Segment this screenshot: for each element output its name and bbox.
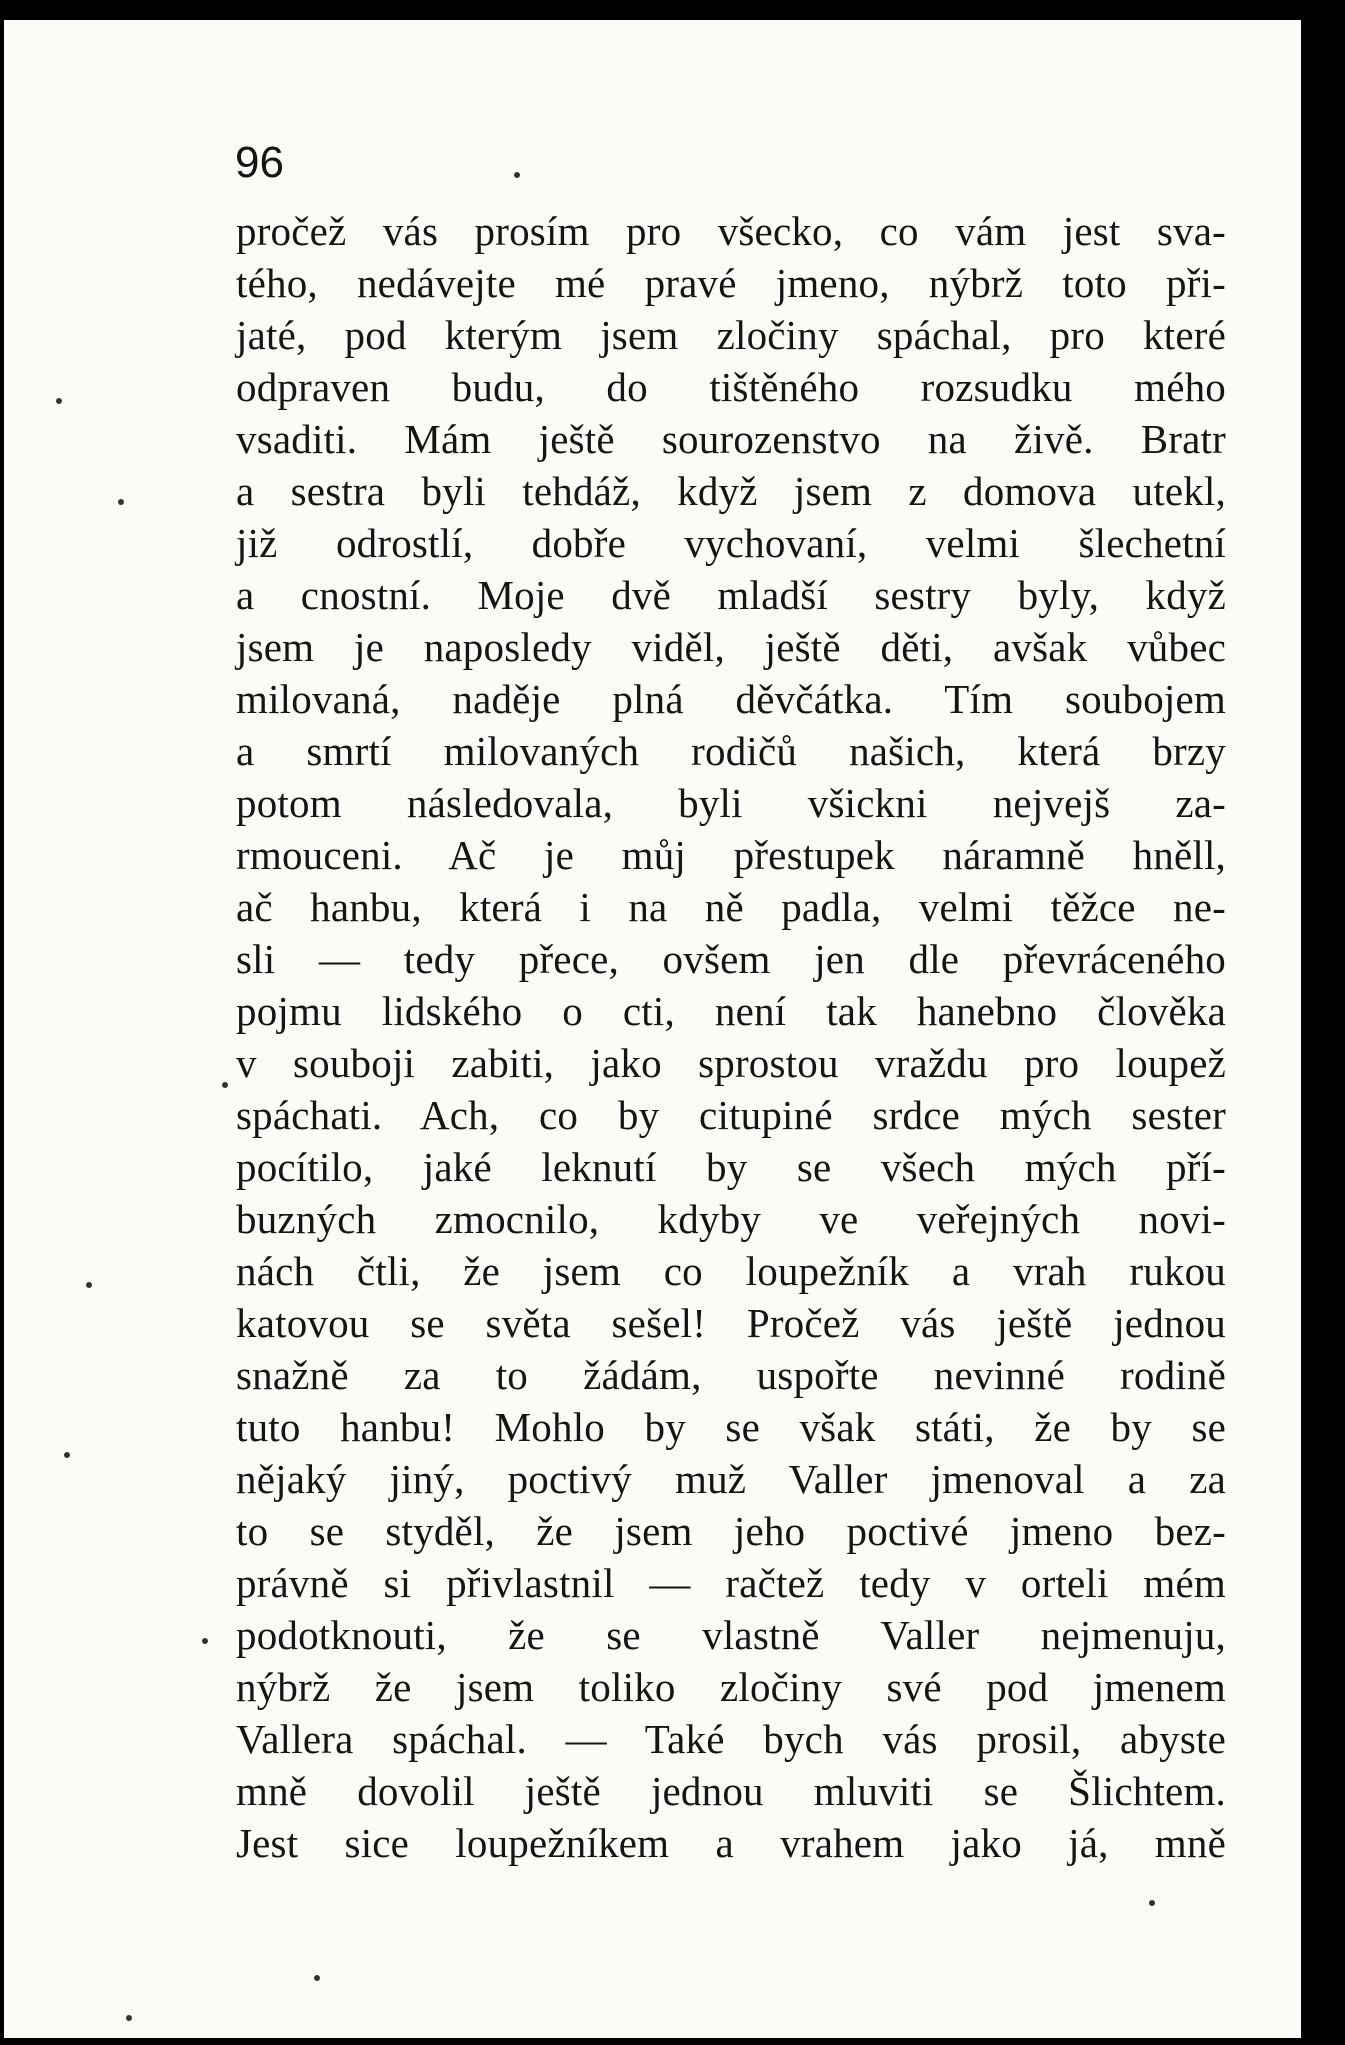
text-line: pojmu lidského o cti, není tak hanebno člověka	[236, 988, 1226, 1034]
page-text-body	[236, 205, 1226, 1869]
text-line: nějaký jiný, poctivý muž Valler jmenoval a za	[236, 1456, 1226, 1502]
text-line: a sestra byli tehdáž, když jsem z domova utekl,	[236, 468, 1226, 514]
scan-speck	[64, 1452, 70, 1458]
text-line: milovaná, naděje plná děvčátka. Tím soubojem	[236, 676, 1226, 722]
scan-speck	[118, 499, 124, 505]
text-line: tého, nedávejte mé pravé jmeno, nýbrž toto při-	[236, 260, 1226, 306]
scan-speck	[314, 1975, 320, 1981]
text-line: nách čtli, že jsem co loupežník a vrah rukou	[236, 1248, 1226, 1294]
text-line: nýbrž že jsem toliko zločiny své pod jmenem	[236, 1664, 1226, 1710]
text-line: spáchati. Ach, co by citupiné srdce mých sester	[236, 1092, 1226, 1138]
text-line: odpraven budu, do tištěného rozsudku mého	[236, 364, 1226, 410]
text-line: jaté, pod kterým jsem zločiny spáchal, pro které	[236, 312, 1226, 358]
scan-speck	[126, 2015, 132, 2021]
text-line: rmouceni. Ač je můj přestupek náramně hněll,	[236, 832, 1226, 878]
text-line: Vallera spáchal. — Také bych vás prosil, abyste	[236, 1716, 1226, 1762]
text-line: to se styděl, že jsem jeho poctivé jmeno bez-	[236, 1508, 1226, 1554]
scan-speck	[1149, 1900, 1155, 1906]
text-line: podotknouti, že se vlastně Valler nejmenuju,	[236, 1612, 1226, 1658]
page-number: 96	[235, 138, 284, 187]
scan-speck	[222, 1082, 228, 1088]
text-line: tuto hanbu! Mohlo by se však státi, že by se	[236, 1404, 1226, 1450]
text-line: snažně za to žádám, uspořte nevinné rodině	[236, 1352, 1226, 1398]
text-line: a smrtí milovaných rodičů našich, která brzy	[236, 728, 1226, 774]
scan-speck	[86, 1282, 92, 1288]
text-line: právně si přivlastnil — račtež tedy v orteli mém	[236, 1560, 1226, 1606]
text-line: již odrostlí, dobře vychovaní, velmi šlechetní	[236, 520, 1226, 566]
scan-speck	[202, 1638, 208, 1644]
text-line: buzných zmocnilo, kdyby ve veřejných novi-	[236, 1196, 1226, 1242]
text-line: Jest sice loupežníkem a vrahem jako já, mně	[236, 1820, 1226, 1866]
text-line: pocítilo, jaké leknutí by se všech mých pří-	[236, 1144, 1226, 1190]
text-line: vsaditi. Mám ještě sourozenstvo na živě. Bratr	[236, 416, 1226, 462]
text-line: mně dovolil ještě jednou mluviti se Šlichtem.	[236, 1768, 1226, 1814]
text-line: ač hanbu, která i na ně padla, velmi těžce ne-	[236, 884, 1226, 930]
text-line: a cnostní. Moje dvě mladší sestry byly, když	[236, 572, 1226, 618]
scan-speck	[56, 398, 62, 404]
text-line: jsem je naposledy viděl, ještě děti, avšak vůbec	[236, 624, 1226, 670]
text-line: pročež vás prosím pro všecko, co vám jest sva-	[236, 208, 1226, 254]
text-line: sli — tedy přece, ovšem jen dle převráceného	[236, 936, 1226, 982]
text-line: katovou se světa sešel! Pročež vás ještě jednou	[236, 1300, 1226, 1346]
scan-speck	[514, 172, 520, 178]
text-line: potom následovala, byli všickni nejvejš za-	[236, 780, 1226, 826]
text-line: v souboji zabiti, jako sprostou vraždu pro loupež	[236, 1040, 1226, 1086]
book-page	[4, 20, 1301, 2038]
